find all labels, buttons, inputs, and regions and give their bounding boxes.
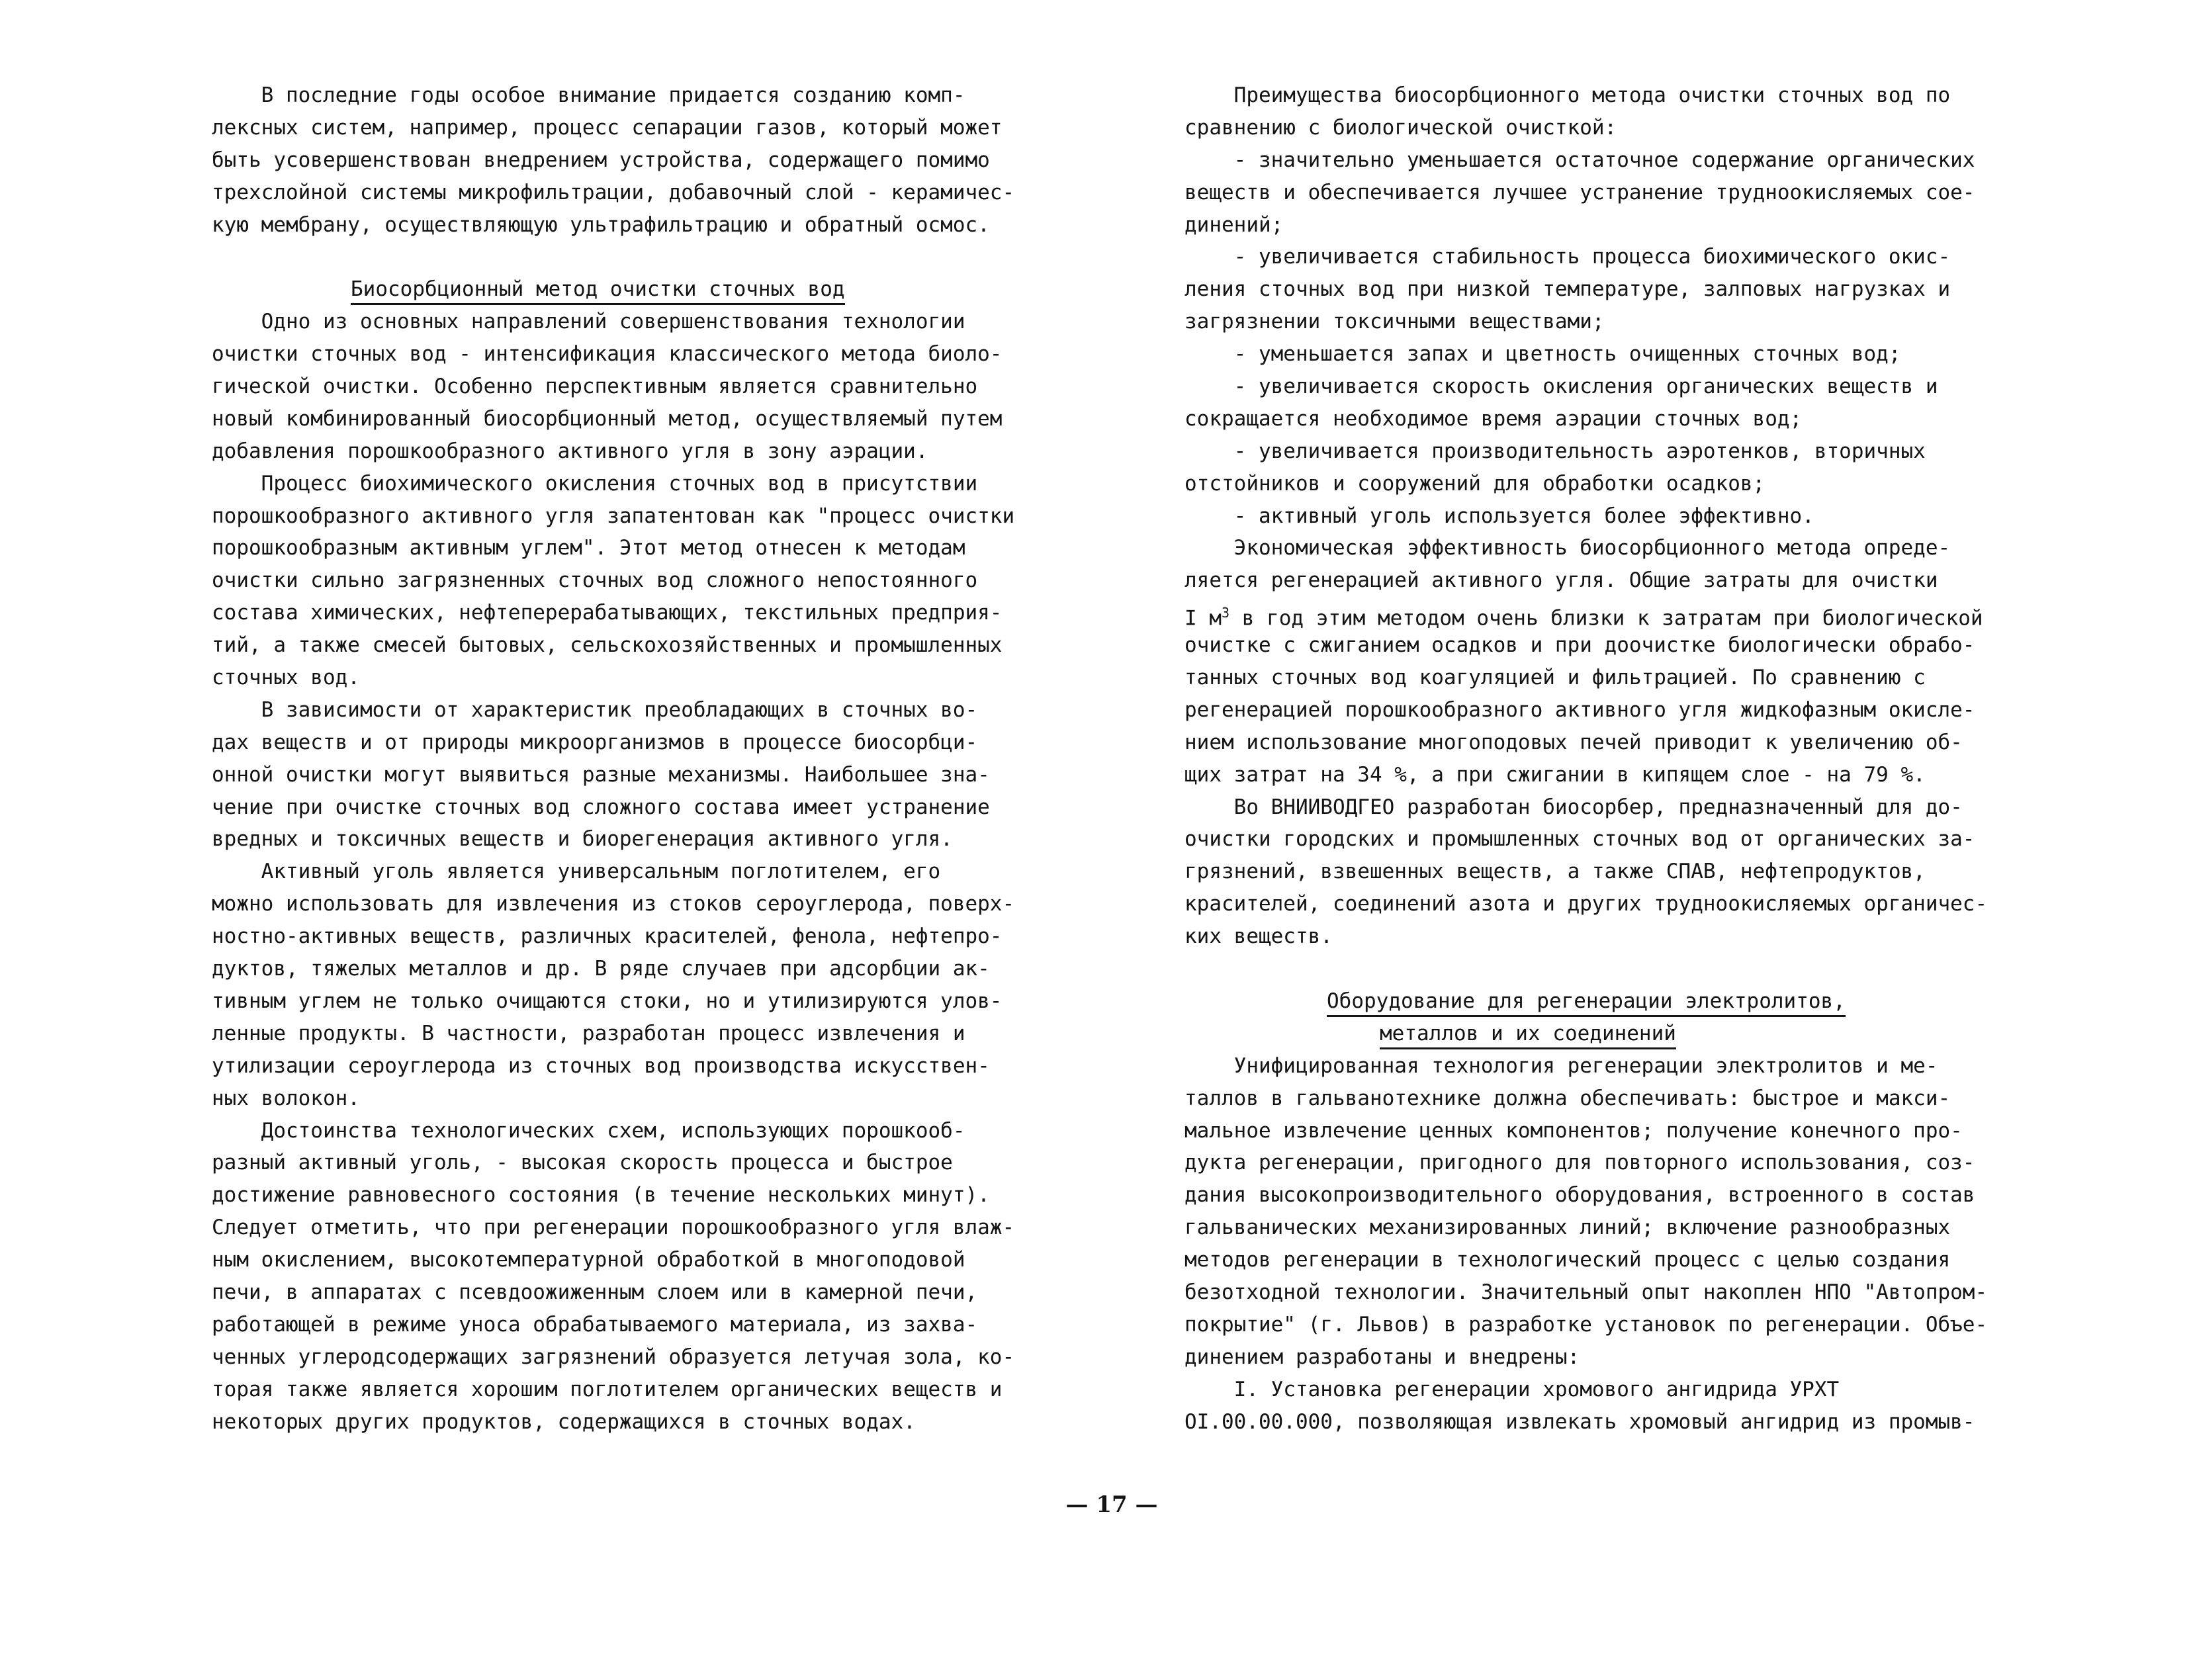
text-line: печи, в аппаратах с псевдоожиженным слоем или в камерной печи,	[212, 1280, 978, 1304]
heading-text: металлов и их соединений	[1380, 1022, 1676, 1049]
text-line: очистки городских и промышленных сточных вод от органических за-	[1184, 827, 1975, 852]
text-line: гальванических механизированных линий; включение разнообразных	[1184, 1216, 1951, 1240]
text-line: Экономическая эффективность биосорбционного метода опреде-	[1184, 536, 1951, 560]
text-line: чение при очистке сточных вод сложного состава имеет устранение	[212, 795, 990, 819]
text-line: добавления порошкообразного активного угля в зону аэрации.	[212, 439, 928, 463]
text-line: ченных углеродсодержащих загрязнений образуется летучая зола, ко-	[212, 1345, 1015, 1369]
text-line: В зависимости от характеристик преобладающих в сточных во-	[212, 697, 978, 722]
spacer	[212, 241, 1092, 273]
text-line: динений;	[1184, 212, 1284, 237]
text-line-cubic-meter	[1184, 597, 2071, 629]
heading-text: Биосорбционный метод очистки сточных вод	[351, 277, 845, 305]
text-line: OI.00.00.000, позволяющая извлекать хромовый ангидрид из промыв-	[1184, 1409, 1975, 1434]
text-line: - значительно уменьшается остаточное содержание органических	[1184, 148, 1975, 172]
text-line: покрытие" (г. Львов) в разработке установок по регенерации. Объе-	[1184, 1312, 1988, 1337]
text-line: Унифицированная технология регенерации электролитов и ме-	[1184, 1053, 1938, 1078]
heading-text: Оборудование для регенерации электролитов,	[1327, 989, 1846, 1017]
text-line: новый комбинированный биосорбционный метод, осуществляемый путем	[212, 406, 1003, 431]
text-line: тий, а также смесей бытовых, сельскохозяйственных и промышленных	[212, 633, 1003, 658]
right-column	[1184, 79, 2071, 1438]
text-line: можно использовать для извлечения из стоков сероуглерода, поверх-	[212, 892, 1015, 916]
text-line: - уменьшается запах и цветность очищенных сточных вод;	[1184, 342, 1901, 367]
text-line: методов регенерации в технологический процесс с целью создания	[1184, 1248, 1951, 1272]
text-line: загрязнении токсичными веществами;	[1184, 310, 1605, 334]
text-line: вредных и токсичных веществ и биорегенерация активного угля.	[212, 827, 953, 852]
text-fragment: в год этим методом очень близки к затратам при биологической	[1229, 606, 1983, 630]
text-line: регенерацией порошкообразного активного угля жидкофазным окисле-	[1184, 697, 1975, 722]
text-line: состава химических, нефтеперерабатывающих, текстильных предприя-	[212, 601, 1003, 625]
section-heading-equipment-line1	[1184, 985, 2071, 1018]
text-line: ляется регенерацией активного угля. Общие затраты для очистки	[1184, 568, 1938, 593]
text-line: кую мембрану, осуществляющую ультрафильтрацию и обратный осмос.	[212, 212, 990, 237]
text-line: Достоинства технологических схем, использующих порошкооб-	[212, 1118, 965, 1143]
text-line: работающей в режиме уноса обрабатываемого материала, из захва-	[212, 1312, 978, 1337]
text-line: утилизации сероуглерода из сточных вод производства искусствен-	[212, 1053, 990, 1078]
text-line: сокращается необходимое время аэрации сточных вод;	[1184, 406, 1803, 431]
text-line: I. Установка регенерации хромового ангидрида УРХТ	[1184, 1377, 1840, 1401]
text-fragment: I м	[1184, 606, 1222, 630]
text-line: очистки сильно загрязненных сточных вод сложного непостоянного	[212, 568, 978, 593]
text-line: трехслойной системы микрофильтрации, добавочный слой - керамичес-	[212, 180, 1015, 204]
text-line: красителей, соединений азота и других трудноокисляемых органичес-	[1184, 892, 1988, 916]
text-line: ленные продукты. В частности, разработан процесс извлечения и	[212, 1021, 965, 1045]
text-line: порошкообразным активным углем". Этот метод отнесен к методам	[212, 536, 965, 560]
text-line: достижение равновесного состояния (в течение нескольких минут).	[212, 1183, 990, 1208]
text-line: ления сточных вод при низкой температуре, залповых нагрузках и	[1184, 277, 1951, 302]
section-heading-biosorption	[212, 273, 1092, 306]
text-line: - активный уголь используется более эффективно.	[1184, 504, 1814, 528]
text-line: Преимущества биосорбционного метода очистки сточных вод по	[1184, 83, 1951, 107]
text-line: ным окислением, высокотемпературной обработкой в многоподовой	[212, 1248, 965, 1272]
text-line: В последние годы особое внимание придается созданию комп-	[212, 83, 965, 107]
text-line: отстойников и сооружений для обработки осадков;	[1184, 471, 1765, 496]
text-line: мальное извлечение ценных компонентов; получение конечного про-	[1184, 1118, 1963, 1143]
superscript: 3	[1222, 605, 1230, 621]
text-line: очистки сточных вод - интенсификация классического метода биоло-	[212, 342, 1003, 367]
text-line: безотходной технологии. Значительный опыт накоплен НПО "Автопром-	[1184, 1280, 1988, 1304]
text-line: быть усовершенствован внедрением устройства, содержащего помимо	[212, 148, 990, 172]
text-line: таллов в гальванотехнике должна обеспечивать: быстрое и макси-	[1184, 1086, 1951, 1110]
text-line: - увеличивается производительность аэротенков, вторичных	[1184, 439, 1926, 463]
text-line: нием использование многоподовых печей приводит к увеличению об-	[1184, 730, 1963, 754]
text-line: Во ВНИИВОДГЕО разработан биосорбер, предназначенный для до-	[1184, 795, 1963, 819]
text-line: очистке с сжиганием осадков и при доочистке биологически обрабо-	[1184, 633, 1975, 658]
section-heading-equipment-line2	[1184, 1018, 2071, 1050]
text-line: Активный уголь является универсальным поглотителем, его	[212, 860, 941, 884]
text-line: дах веществ и от природы микроорганизмов в процессе биосорбци-	[212, 730, 978, 754]
intro-paragraph	[212, 79, 1092, 241]
text-line: тивным углем не только очищаются стоки, но и утилизируются улов-	[212, 989, 1003, 1013]
text-line: ных волокон.	[212, 1086, 360, 1110]
text-line: ких веществ.	[1184, 924, 1333, 949]
text-line: ностно-активных веществ, различных красителей, фенола, нефтепро-	[212, 924, 1003, 949]
text-line: Одно из основных направлений совершенствования технологии	[212, 310, 965, 334]
text-line: разный активный уголь, - высокая скорость процесса и быстрое	[212, 1151, 953, 1175]
equipment-body	[1184, 1050, 2071, 1438]
left-column	[212, 79, 1092, 1438]
text-line: онной очистки могут выявиться разные механизмы. Наибольшее зна-	[212, 762, 990, 787]
text-line: щих затрат на 34 %, а при сжигании в кипящем слое - на 79 %.	[1184, 762, 1926, 787]
text-line: дукта регенерации, пригодного для повторного использования, соз-	[1184, 1151, 1975, 1175]
text-line: танных сточных вод коагуляцией и фильтрацией. По сравнению с	[1184, 666, 1926, 690]
text-line: веществ и обеспечивается лучшее устранение трудноокисляемых сое-	[1184, 180, 1975, 204]
text-line: гической очистки. Особенно перспективным является сравнительно	[212, 375, 978, 399]
page-number: — 17 —	[1065, 1491, 1158, 1518]
text-line: сточных вод.	[212, 666, 360, 690]
text-line: дания высокопроизводительного оборудования, встроенного в состав	[1184, 1183, 1975, 1208]
text-line: Следует отметить, что при регенерации порошкообразного угля влаж-	[212, 1216, 1015, 1240]
text-line: - увеличивается скорость окисления органических веществ и	[1184, 375, 1938, 399]
text-line: дуктов, тяжелых металлов и др. В ряде случаев при адсорбции ак-	[212, 957, 990, 981]
advantages-section	[1184, 79, 2071, 953]
text-line: лексных систем, например, процесс сепарации газов, который может	[212, 115, 1003, 140]
text-line: сравнению с биологической очисткой:	[1184, 115, 1617, 140]
text-line: динением разработаны и внедрены:	[1184, 1345, 1580, 1369]
spacer	[1184, 953, 2071, 985]
text-line: Процесс биохимического окисления сточных вод в присутствии	[212, 471, 978, 496]
text-line: - увеличивается стабильность процесса биохимического окис-	[1184, 245, 1951, 269]
text-line: некоторых других продуктов, содержащихся в сточных водах.	[212, 1409, 916, 1434]
text-line: порошкообразного активного угля запатентован как "процесс очистки	[212, 504, 1015, 528]
text-line: торая также является хорошим поглотителем органических веществ и	[212, 1377, 1003, 1401]
biosorption-body	[212, 306, 1092, 1438]
text-line: грязнений, взвешенных веществ, а также СПАВ, нефтепродуктов,	[1184, 860, 1926, 884]
